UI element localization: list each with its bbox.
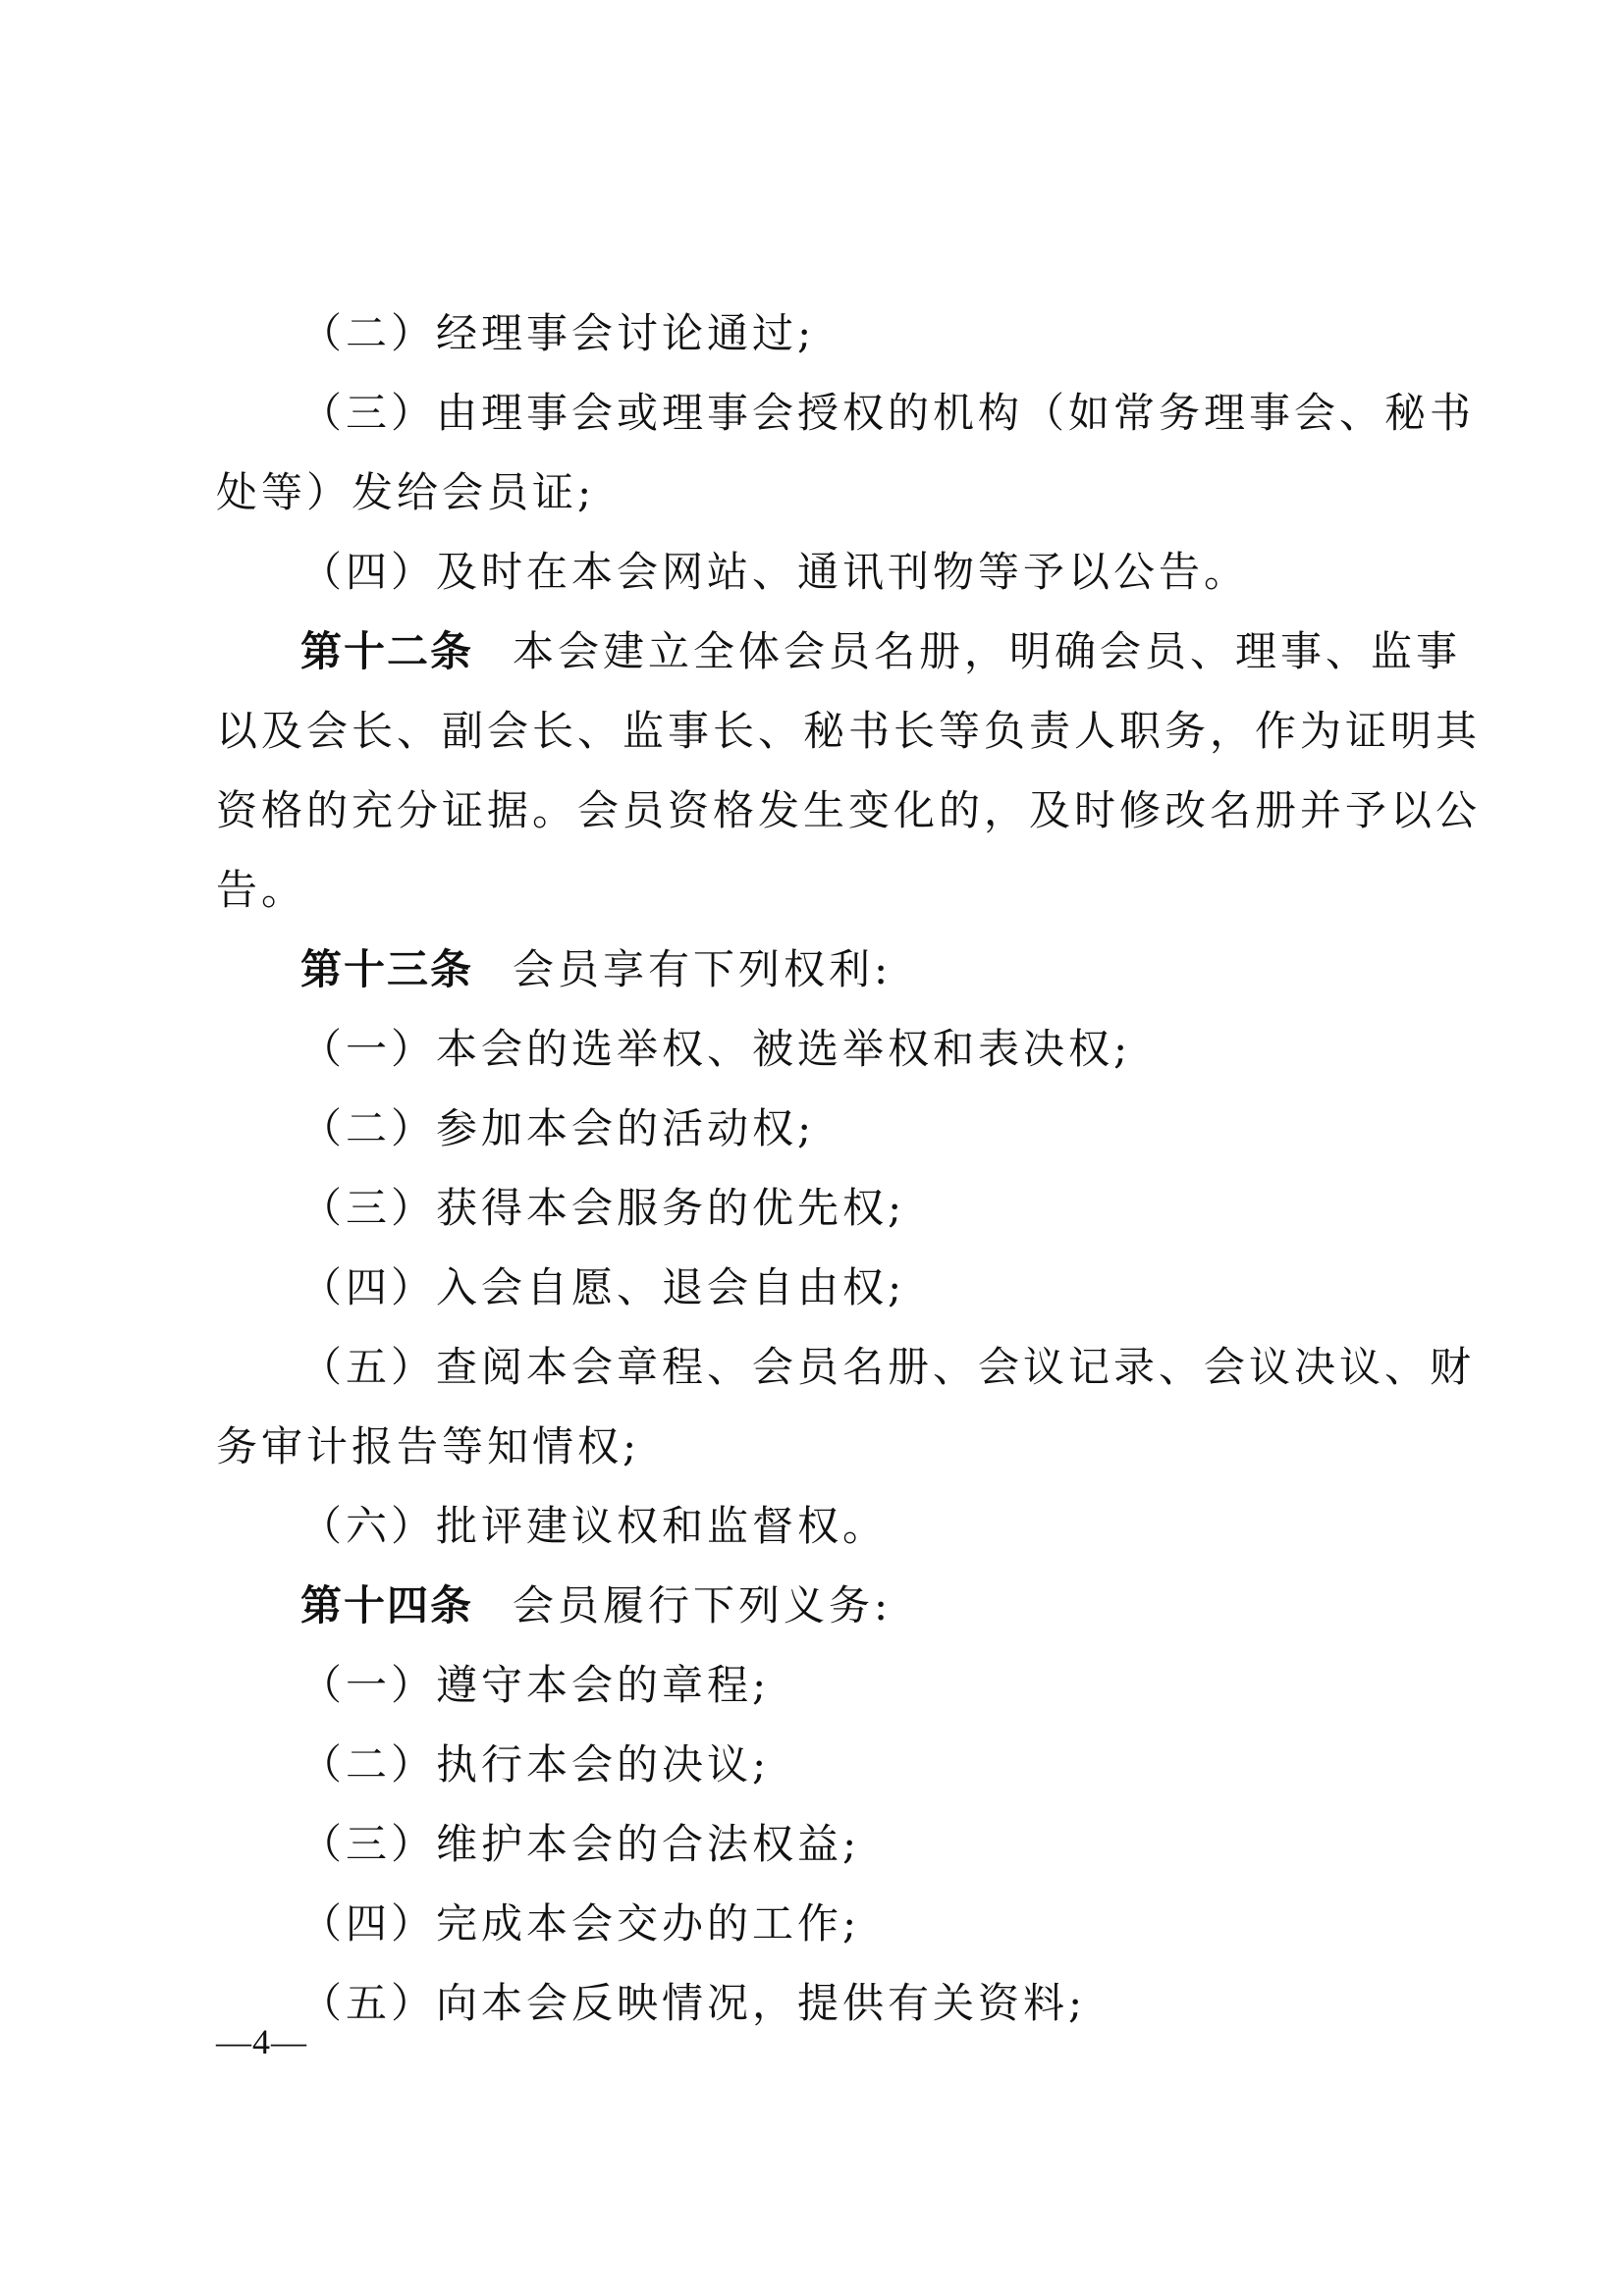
list-item: （五）向本会反映情况，提供有关资料; [300,1979,1087,2027]
text-line: 会员享有下列权利: [513,945,893,993]
list-item: （五）查阅本会章程、会员名册、会议记录、会议决议、财 [300,1343,1476,1391]
text-line: （三）由理事会或理事会授权的机构（如常务理事会、秘书 [300,389,1476,437]
article-title: 第十二条 [300,627,474,675]
text-line: （二）经理事会讨论通过; [300,309,816,357]
list-item: （一）遵守本会的章程; [300,1661,771,1709]
text-line: （四）及时在本会网站、通讯刊物等予以公告。 [300,548,1250,596]
text-line: 处等）发给会员证; [216,468,596,516]
article-title: 第十四条 [300,1581,474,1629]
list-item: （六）批评建议权和监督权。 [300,1502,889,1550]
list-item: （三）获得本会服务的优先权; [300,1184,906,1232]
text-line: 会员履行下列义务: [513,1581,893,1629]
article-14-heading-line [300,1578,1434,1633]
list-item: （二）执行本会的决议; [300,1740,771,1789]
text-line: 资格的充分证据。会员资格发生变化的，及时修改名册并予以公 [216,786,1482,834]
list-item: （三）维护本会的合法权益; [300,1820,861,1868]
article-12-heading-line [300,624,1462,679]
list-item: （四）完成本会交办的工作; [300,1899,861,1948]
list-item: （四）入会自愿、退会自由权; [300,1263,906,1311]
text-line: 以及会长、副会长、监事长、秘书长等负责人职务，作为证明其 [216,707,1482,755]
text-line: 务审计报告等知情权; [216,1422,641,1470]
article-13-heading-line [300,942,1434,997]
page-number: —4— [216,2022,307,2061]
article-title: 第十三条 [300,945,474,993]
text-line: 本会建立全体会员名册，明确会员、理事、监事 [513,627,1462,675]
list-item: （一）本会的选举权、被选举权和表决权; [300,1025,1132,1073]
list-item: （二）参加本会的活动权; [300,1104,816,1152]
text-line: 告。 [216,866,307,914]
